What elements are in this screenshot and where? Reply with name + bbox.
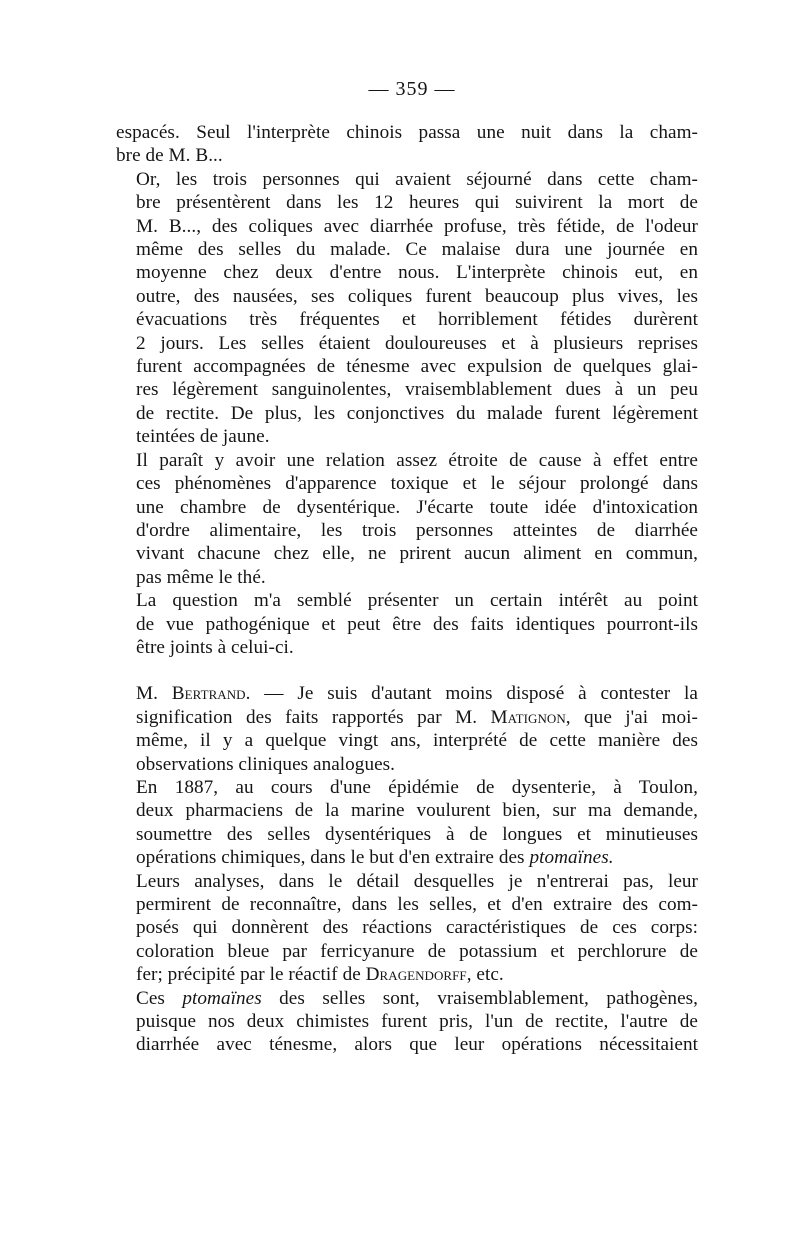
ptomaines-paragraph <box>116 987 698 1057</box>
analyses-paragraph <box>116 870 698 987</box>
text-line <box>116 987 698 1010</box>
text-run: opérations chimiques, dans le but d'en extraire des <box>136 847 530 869</box>
text-line: être joints à celui-ci. <box>136 636 294 658</box>
text-line: teintées de jaune. <box>136 426 270 448</box>
text-line: observations cliniques analogues. <box>136 753 396 775</box>
text-line: moyenne chez deux d'entre nous. L'interprète chinois eut, en <box>136 262 698 284</box>
italic-term: ptomaïnes <box>182 987 262 1009</box>
text-line <box>116 846 698 869</box>
text-run: signification des faits rapportés par M. <box>136 706 491 728</box>
text-line: diarrhée avec ténesme, alors que leur opérations nécessitaient <box>136 1034 698 1056</box>
speaker-name: Bertrand <box>171 683 246 705</box>
text-line: outre, des nausées, ses coliques furent beaucoup plus vives, les <box>136 285 698 307</box>
page-number: — 359 — <box>368 78 456 100</box>
text-line: coloration bleue par ferricyanure de potassium et perchlorure de <box>136 940 698 962</box>
speaker-prefix: M. <box>136 683 172 705</box>
cited-name: Matignon <box>490 706 566 728</box>
text-line <box>116 682 698 705</box>
text-line: bre de M. B... <box>116 145 223 167</box>
text-line: Leurs analyses, dans le détail desquelles je n'entrerai pas, leur <box>136 870 698 892</box>
text-line: pas même le thé. <box>136 566 266 588</box>
bertrand-paragraph <box>116 682 698 776</box>
text-line: Or, les trois personnes qui avaient séjourné dans cette cham- <box>136 168 698 190</box>
text-line: M. B..., des coliques avec diarrhée profuse, très fétide, de l'odeur <box>136 215 698 237</box>
book-page <box>116 78 698 1057</box>
text-line: d'ordre alimentaire, les trois personnes atteintes de diarrhée <box>136 519 698 541</box>
paragraph-4 <box>116 589 698 659</box>
text-line: soumettre des selles dysentériques à de longues et minutieuses <box>136 823 698 845</box>
section-gap <box>116 659 698 682</box>
text-line: Il paraît y avoir une relation assez étroite de cause à effet entre <box>136 449 698 471</box>
text-line: 2 jours. Les selles étaient douloureuses et à plusieurs reprises <box>136 332 698 354</box>
text-line: puisque nos deux chimistes furent pris, l'un de rectite, l'autre de <box>136 1011 698 1033</box>
italic-term: ptomaïnes. <box>529 847 614 869</box>
text-line: La question m'a semblé présenter un certain intérêt au point <box>136 590 698 612</box>
text-line: de rectite. De plus, les conjonctives du malade furent légèrement <box>136 402 698 424</box>
text-run: , que j'ai moi- <box>565 706 698 728</box>
text-run: . — Je suis d'autant moins disposé à contester la <box>245 683 698 705</box>
paragraph-1 <box>116 121 698 168</box>
text-line: même, il y a quelque vingt ans, interprété de cette manière des <box>136 730 698 752</box>
text-line: de vue pathogénique et peut être des faits identiques pourront-ils <box>136 613 698 635</box>
text-line: évacuations très fréquentes et horriblement fétides durèrent <box>136 309 698 331</box>
text-run: des selles sont, vraisemblablement, pathogènes, <box>261 987 698 1009</box>
text-line <box>116 706 698 729</box>
text-line: même des selles du malade. Ce malaise dura une journée en <box>136 239 698 261</box>
text-line: vivant chacune chez elle, ne prirent aucun aliment en commun, <box>136 543 698 565</box>
text-line: ces phénomènes d'apparence toxique et le séjour prolongé dans <box>136 473 698 495</box>
text-run: Ces <box>136 987 183 1009</box>
text-run: fer; précipité par le réactif de <box>136 964 366 986</box>
text-line <box>116 963 698 986</box>
text-line: posés qui donnèrent des réactions caractéristiques de ces corps: <box>136 917 698 939</box>
text-line: furent accompagnées de ténesme avec expulsion de quelques glai- <box>136 356 698 378</box>
text-line: res légèrement sanguinolentes, vraisemblablement dues à un peu <box>136 379 698 401</box>
cited-name: Dragendorff <box>365 964 467 986</box>
text-line: deux pharmaciens de la marine voulurent bien, sur ma demande, <box>136 800 698 822</box>
paragraph-2 <box>116 168 698 449</box>
en-1887-paragraph <box>116 776 698 870</box>
text-line: En 1887, au cours d'une épidémie de dysenterie, à Toulon, <box>136 776 698 798</box>
text-line: une chambre de dysentérique. J'écarte toute idée d'intoxication <box>136 496 698 518</box>
text-line: espacés. Seul l'interprète chinois passa une nuit dans la cham- <box>116 122 698 143</box>
text-run: , etc. <box>466 964 504 986</box>
text-line: permirent de reconnaître, dans les selles, et d'en extraire des com- <box>136 894 698 915</box>
paragraph-3 <box>116 449 698 589</box>
text-line: bre présentèrent dans les 12 heures qui suivirent la mort de <box>136 192 698 214</box>
